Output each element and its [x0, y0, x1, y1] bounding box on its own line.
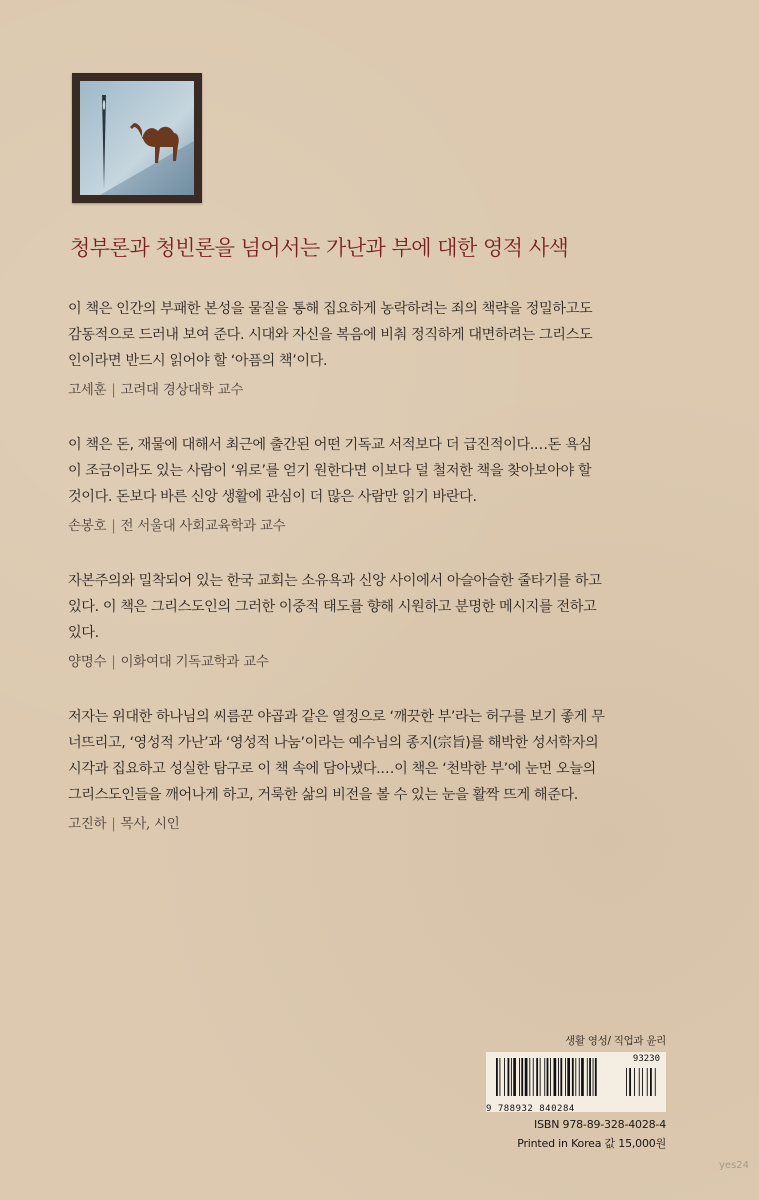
barcode	[486, 1052, 666, 1112]
author-affiliation: 전 서울대 사회교육학과 교수	[120, 518, 286, 534]
author-name: 고세훈	[68, 382, 107, 398]
needle-camel-image	[80, 81, 194, 195]
review-line: 그리스도인들을 깨어나게 하고, 거룩한 삶의 비전을 볼 수 있는 눈을 활짝 뜨게 해준다.	[68, 787, 578, 803]
review-author	[68, 514, 708, 534]
review-line: 인이라면 반드시 읽어야 할 ‘아픔의 책’이다.	[68, 353, 328, 369]
book-category: 생활 영성/ 직업과 윤리	[565, 1035, 666, 1047]
author-name: 손봉호	[68, 518, 107, 534]
review-line: 이 책은 돈, 재물에 대해서 최근에 출간된 어떤 기독교 서적보다 더 급진적이다.…돈 욕심	[68, 437, 592, 453]
author-separator: |	[111, 816, 116, 832]
author-separator: |	[111, 654, 116, 670]
headline: 청부론과 청빈론을 넘어서는 가난과 부에 대한 영적 사색	[70, 236, 569, 260]
review-line: 것이다. 돈보다 바른 신앙 생활에 관심이 더 많은 사람만 읽기 바란다.	[68, 489, 477, 505]
printed-price: Printed in Korea 값 15,000원	[517, 1137, 666, 1150]
barcode-addon-number: 93230	[632, 1054, 660, 1064]
review-block	[68, 432, 708, 534]
author-affiliation: 목사, 시인	[120, 816, 180, 832]
watermark-stamp: yes24	[719, 1160, 750, 1171]
review-line: 저자는 위대한 하나님의 씨름꾼 야곱과 같은 열정으로 ‘깨끗한 부’라는 허구를 보기 좋게 무	[68, 709, 605, 725]
author-separator: |	[111, 382, 116, 398]
author-name: 양명수	[68, 654, 107, 670]
review-line: 자본주의와 밀착되어 있는 한국 교회는 소유욕과 신앙 사이에서 아슬아슬한 줄타기를 하고	[68, 573, 602, 589]
author-affiliation: 고려대 경상대학 교수	[120, 382, 244, 398]
review-author	[68, 650, 708, 670]
cover-photo-frame	[72, 73, 202, 203]
review-author	[68, 812, 708, 832]
barcode-block	[486, 1033, 666, 1151]
review-block	[68, 296, 708, 398]
review-line: 있다. 이 책은 그리스도인의 그러한 이중적 태도를 향해 시원하고 분명한 메시지를 전하고	[68, 599, 597, 615]
review-block	[68, 568, 708, 670]
author-name: 고진하	[68, 816, 107, 832]
review-line: 이 조금이라도 있는 사람이 ‘위로’를 얻기 원한다면 이보다 덜 철저한 책을 찾아보아야 할	[68, 463, 592, 479]
author-affiliation: 이화여대 기독교학과 교수	[120, 654, 269, 670]
review-author	[68, 378, 708, 398]
review-line: 시각과 집요하고 성실한 탐구로 이 책 속에 담아냈다.…이 책은 ‘천박한 부’에 눈먼 오늘의	[68, 761, 596, 777]
review-line: 있다.	[68, 625, 99, 641]
review-line: 감동적으로 드러내 보여 준다. 시대와 자신을 복음에 비춰 정직하게 대면하려는 그리스도	[68, 327, 593, 343]
review-line: 너뜨리고, ‘영성적 가난’과 ‘영성적 나눔’이라는 예수님의 종지(宗旨)를 해박한 성서학자의	[68, 735, 599, 751]
review-line: 이 책은 인간의 부패한 본성을 물질을 통해 집요하게 농락하려는 죄의 책략을 정밀하고도	[68, 301, 593, 317]
isbn: ISBN 978-89-328-4028-4	[534, 1118, 666, 1131]
review-block	[68, 704, 708, 832]
author-separator: |	[111, 518, 116, 534]
barcode-number: 9 788932 840284	[486, 1104, 575, 1114]
